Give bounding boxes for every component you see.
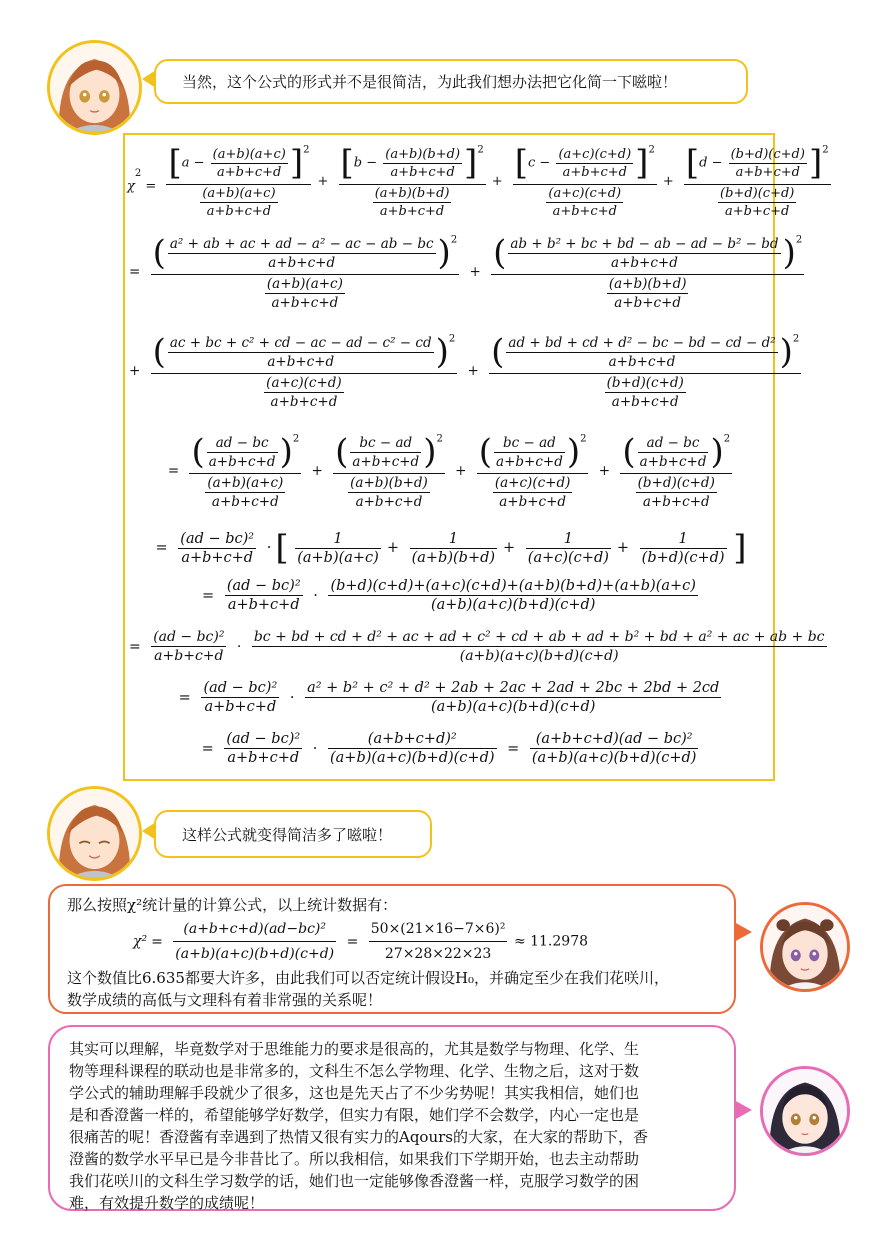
orange-conclusion-line-1: 这个数值比6.635都要大许多，由此我们可以否定统计假设H₀，并确定至少在我们花咲川， xyxy=(67,969,670,987)
speech-bubble-middle xyxy=(154,810,432,858)
formula-term-d: [d − $\frac{(b+d)(c+d)}{a+b+c+d}$ ]$^2$ $\frac{(b+d)(c+d)}{a+b+c+d}$ xyxy=(685,143,829,219)
formula-line-1: $\chi^2$ = [a − $\frac{(a+b)(a+c)}{a+b+c+d}$ ]$^2$ $\frac{(a+b)(a+c)}{a+b+c+d}$ + [b − $\frac{(a+b)(b+d)}{a+b+c+d}$ ]$^2$ $\frac{(a+b)(b+d)}{a+b+c+d}$ + [c − $\frac{(a+c)(c+d)}{a+b+c+d}$ ]$^2$ $\frac{(a+c)(c+d)}{a+b+c+d}$ + [d − $\frac{(b+d)(c+d)}{a+b+c+d}$ ]$^2$ $\frac{(b+d)(c+d)}{a+b+c+d}$ xyxy=(127,143,829,219)
speech-bubble-orange xyxy=(48,884,736,1014)
chi-square-calculation: χ² = $\frac{\text{(a+b+c+d)(ad−bc)²}}{(a+b)(a+c)(b+d)(c+d)}$ = $\frac{\text{50×(21×16−7×6)²}}{27\times 28\times 22\times 23}$ ≈ 11.2978 xyxy=(67,918,734,965)
avatar-middle xyxy=(47,786,142,881)
formula-term-a: [a − $\frac{(a+b)(a+c)}{a+b+c+d}$ ]$^2$ $\frac{(a+b)(a+c)}{a+b+c+d}$ xyxy=(168,143,310,219)
formula-line-2: = ( $\frac{\text{a² + ab + ac + ad − a² − ac − ab − bc}}{a+b+c+d}$ )$^2$ $\frac{(a+b)(a+c)}{a+b+c+d}$ + ( $\frac{\text{ab + b² + bc + bd − ab − ad − b² − bd}}{a+b+c+d}$ )$^2$ $\frac{(a+b)(b+d)}{a+b+c+d}$ xyxy=(129,233,803,311)
avatar-top xyxy=(47,40,142,135)
formula-term-b: [b − $\frac{(a+b)(b+d)}{a+b+c+d}$ ]$^2$ $\frac{(a+b)(b+d)}{a+b+c+d}$ xyxy=(340,143,484,219)
character-face-icon xyxy=(763,1069,847,1153)
pink-text-line: 我们花咲川的文科生学习数学的话，她们也一定能够像香澄酱一样，克服学习数学的困 xyxy=(69,1172,640,1190)
avatar-orange-speaker xyxy=(760,902,850,992)
chi-square-symbol: $\chi^2$ = xyxy=(127,168,157,194)
speech-bubble-pink xyxy=(48,1025,736,1211)
pink-text-line: 很痛苦的呢！香澄酱有幸遇到了热情又很有实力的Aqours的大家，在大家的帮助下，香 xyxy=(69,1128,648,1146)
speech-text-top: 当然，这个公式的形式并不是很简洁，为此我们想办法把它化简一下嗞啦！ xyxy=(182,73,678,91)
formula-line-5: = $\frac{\text{(ad − bc)²}}{a+b+c+d}$ · [ $\frac{1}{(a+b)(a+c)}$ + $\frac{1}{(a+b)(b+d)}$ + $\frac{1}{(a+c)(c+d)}$ + $\frac{1}{(b+d)(c+d)}$ ] xyxy=(155,528,747,568)
speech-text-middle: 这样公式就变得简洁多了嗞啦！ xyxy=(182,826,393,844)
formula-line-7: = $\frac{\text{(ad − bc)²}}{a+b+c+d}$ · bc + bd + cd + d² + ac + ad + c² + cd + ab + ad + b² + bd + a² + ac + ab + bc (a+b)(a+c)(b+d)(c+d) xyxy=(129,629,825,664)
pink-text-line: 难，有效提升数学的成绩呢！ xyxy=(69,1194,265,1212)
avatar-pink-speaker xyxy=(760,1066,850,1156)
orange-conclusion-line-2: 数学成绩的高低与文理科有着非常强的关系呢！ xyxy=(67,991,383,1009)
pink-text-line: 学公式的辅助理解手段就少了很多，这也是先天占了不少劣势呢！其实我相信，她们也 xyxy=(69,1084,640,1102)
formula-line-4: = ( $\frac{ad - bc}{a+b+c+d}$ )$^2$ $\frac{(a+b)(a+c)}{a+b+c+d}$ + ( $\frac{bc - ad}{a+b+c+d}$ )$^2$ $\frac{(a+b)(b+d)}{a+b+c+d}$ + ( $\frac{bc - ad}{a+b+c+d}$ )$^2$ $\frac{(a+c)(c+d)}{a+b+c+d}$ + ( $\frac{ad - bc}{a+b+c+d}$ )$^2$ $\frac{(b+d)(c+d)}{a+b+c+d}$ xyxy=(167,432,731,510)
character-face-icon xyxy=(50,43,139,132)
pink-text-line: 其实可以理解，毕竟数学对于思维能力的要求是很高的，尤其是数学与物理、化学、生 xyxy=(69,1040,640,1058)
speech-bubble-top xyxy=(154,59,748,104)
formula-line-6: = $\frac{\text{(ad − bc)²}}{a+b+c+d}$ · $\frac{(b+d)(c+d)+(a+c)(c+d)+(a+b)(b+d)+(a+b)(a+c)}{(a+b)(a+c)(b+d)(c+d)}$ xyxy=(202,578,696,613)
bubble-tail-orange xyxy=(734,922,752,942)
formula-line-3: + ( $\frac{\text{ac + bc + c² + cd − ac − ad − c² − cd}}{a+b+c+d}$ )$^2$ $\frac{(a+c)(c+d)}{a+b+c+d}$ + ( $\frac{\text{ad + bd + cd + d² − bc − bd − cd − d²}}{a+b+c+d}$ )$^2$ $\frac{(b+d)(c+d)}{a+b+c+d}$ xyxy=(129,332,800,410)
pink-text-line: 澄酱的数学水平早已是今非昔比了。所以我相信，如果我们下学期开始，也去主动帮助 xyxy=(69,1150,640,1168)
orange-intro-text: 那么按照χ²统计量的计算公式，以上统计数据有： xyxy=(67,896,398,914)
formula-derivation-box xyxy=(123,133,829,781)
character-face-icon xyxy=(763,905,847,989)
character-face-icon xyxy=(50,789,139,878)
pink-text-line: 是和香澄酱一样的，希望能够学好数学，但实力有限，她们学不会数学，内心一定也是 xyxy=(69,1106,640,1124)
bubble-tail-pink xyxy=(734,1100,752,1120)
pink-text-line: 物等理科课程的联动也是非常多的，文科生不怎么学物理、化学、生物之后，这对于数 xyxy=(69,1062,640,1080)
formula-term-c: [c − $\frac{(a+c)(c+d)}{a+b+c+d}$ ]$^2$ $\frac{(a+c)(c+d)}{a+b+c+d}$ xyxy=(514,143,655,219)
formula-line-8: = $\frac{\text{(ad − bc)²}}{a+b+c+d}$ · $\frac{\text{a² + b² + c² + d² + 2ab + 2ac + 2ad + 2bc + 2bd + 2cd}}{(a+b)(a+c)(b+d)(c+d)}$ xyxy=(178,680,720,715)
formula-line-9: = $\frac{\text{(ad − bc)²}}{a+b+c+d}$ · $\frac{\text{(a+b+c+d)²}}{(a+b)(a+c)(b+d)(c+d)}$ = $\frac{\text{(a+b+c+d)(ad − bc)²}}{(a+b)(a+c)(b+d)(c+d)}$ xyxy=(201,731,697,766)
